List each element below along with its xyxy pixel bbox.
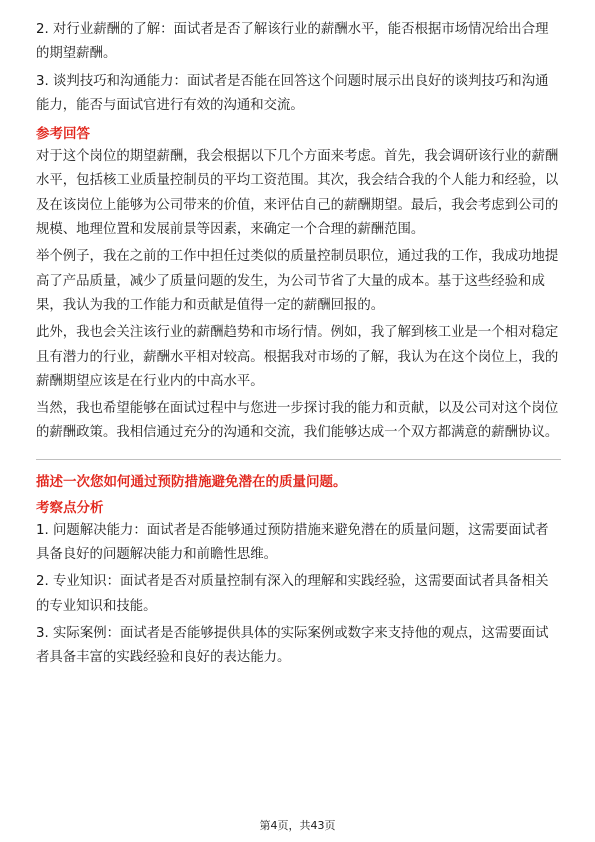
reference-answer-heading: 参考回答 [36,126,90,143]
answer-paragraph: 此外，我也会关注该行业的薪酬趋势和市场行情。例如，我了解到核工业是一个相对稳定且有潜力的行业，薪酬水平相对较高。根据我对市场的了解，我认为在这个岗位上，我的薪酬期望应该是在行业内的中高水平。 [36,325,559,389]
interview-question: 描述一次您如何通过预防措施避免潜在的质量问题。 [36,473,347,490]
section-divider [36,459,561,460]
criterion-negotiation: 3. 谈判技巧和沟通能力：面试者是否能在回答这个问题时展示出良好的谈判技巧和沟通能力，能否与面试官进行有效的沟通和交流。 [36,73,549,113]
analysis-point: 3. 实际案例：面试者是否能够提供具体的实际案例或数字来支持他的观点，这需要面试者具备丰富的实践经验和良好的表达能力。 [36,625,549,666]
page-content [36,18,561,671]
answer-paragraph: 当然，我也希望能够在面试过程中与您进一步探讨我的能力和贡献，以及公司对这个岗位的薪酬政策。我相信通过充分的沟通和交流，我们能够达成一个双方都满意的薪酬协议。 [36,401,559,441]
analysis-point: 2. 专业知识：面试者是否对质量控制有深入的理解和实践经验，这需要面试者具备相关的专业知识和技能。 [36,574,549,614]
criterion-industry-salary: 2. 对行业薪酬的了解：面试者是否了解该行业的薪酬水平，能否根据市场情况给出合理的期望薪酬。 [36,22,549,62]
page-number: 第4页，共43页 [259,819,336,832]
analysis-heading: 考察点分析 [36,499,104,516]
answer-paragraph: 举个例子，我在之前的工作中担任过类似的质量控制员职位，通过我的工作，我成功地提高了产品质量，减少了质量问题的发生，为公司节省了大量的成本。基于这些经验和成果，我认为我的工作能力和贡献是值得一定的薪酬回报的。 [36,249,559,313]
analysis-point: 1. 问题解决能力：面试者是否能够通过预防措施来避免潜在的质量问题，这需要面试者具备良好的问题解决能力和前瞻性思维。 [36,522,549,563]
answer-paragraph: 对于这个岗位的期望薪酬，我会根据以下几个方面来考虑。首先，我会调研该行业的薪酬水平，包括核工业质量控制员的平均工资范围。其次，我会结合我的个人能力和经验，以及在该岗位上能够为公司带来的价值，来评估自己的薪酬期望。最后，我会考虑到公司的规模、地理位置和发展前景等因素，来确定一个合理的薪酬范围。 [36,149,559,238]
